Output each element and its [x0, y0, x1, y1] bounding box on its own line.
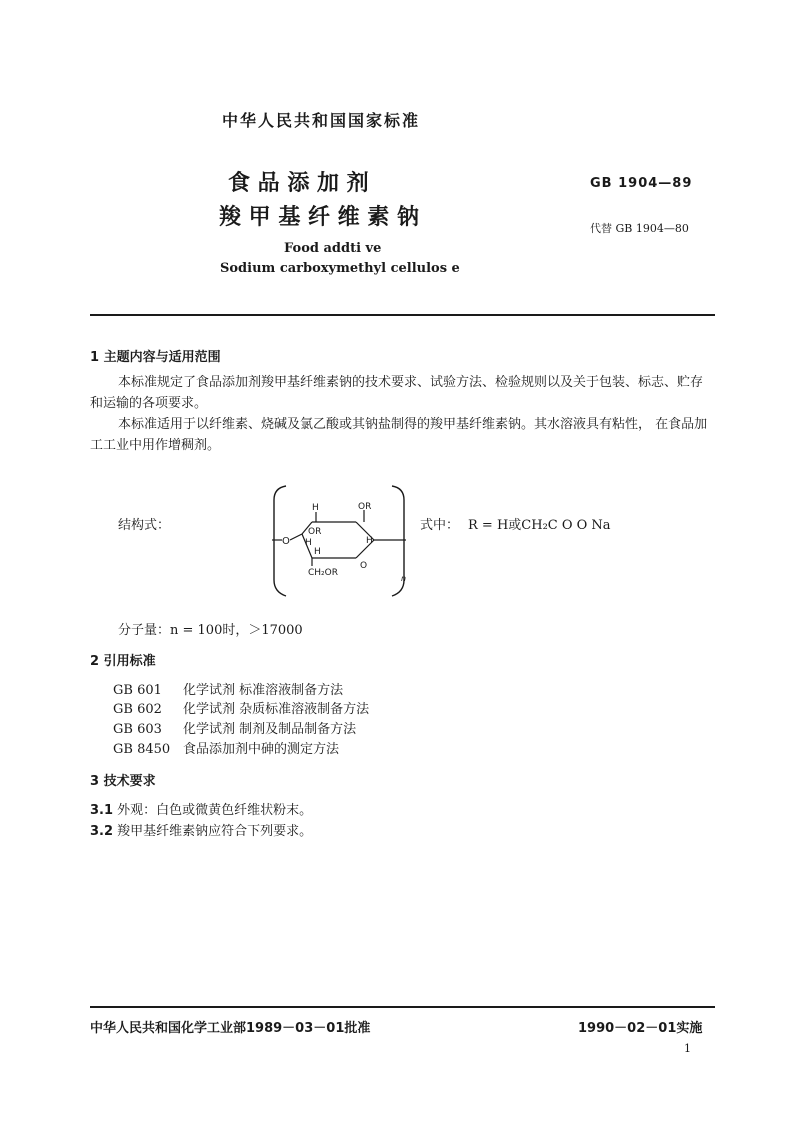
requirement-number: 3.2 [90, 824, 114, 839]
formula-definition: R = H或CH₂C O O Na [468, 518, 611, 533]
reference-title: 食品添加剂中砷的测定方法 [183, 742, 340, 757]
reference-title: 化学试剂 标准溶液制备方法 [183, 683, 344, 698]
reference-row [113, 718, 356, 737]
title-chinese-line2: 羧 甲 基 纤 维 素 钠 [219, 205, 419, 230]
reference-code: GB 601 [113, 683, 162, 698]
section-1-paragraph-2: 本标准适用于以纤维素、烧碱及氯乙酸或其钠盐制得的羧甲基纤维素钠。其水溶液具有粘性， 在食品加工工业中用作增稠剂。 [90, 417, 708, 453]
section-3-heading: 3 技术要求 [90, 774, 156, 789]
requirement-3-1 [90, 799, 312, 818]
struct-or-top: OR [358, 502, 372, 512]
reference-row [113, 738, 339, 757]
reference-row [113, 698, 369, 717]
struct-or-mid: OR [308, 527, 322, 537]
requirement-3-2 [90, 820, 312, 839]
effective-date: 1990－02－01实施 [578, 1021, 703, 1036]
struct-o-left: O [282, 536, 290, 547]
reference-code: GB 8450 [113, 742, 171, 757]
title-chinese-line1: 食 品 添 加 剂 [228, 171, 369, 196]
section-2-heading: 2 引用标准 [90, 654, 156, 669]
requirement-text: 羧甲基纤维素钠应符合下列要求。 [117, 824, 313, 839]
molecular-weight: 分子量：n = 100时，＞17000 [118, 623, 303, 638]
reference-code: GB 603 [113, 722, 162, 737]
approval-statement: 中华人民共和国化学工业部1989－03－01批准 [90, 1021, 371, 1036]
reference-code: GB 602 [113, 702, 162, 717]
issuing-organization: 中华人民共和国国家标准 [222, 111, 421, 130]
structural-formula [268, 482, 438, 602]
footer-divider [90, 1006, 715, 1008]
title-english-line1: Food addti ve [284, 241, 382, 256]
structure-label: 结构式： [118, 518, 171, 533]
section-1-heading: 1 主题内容与适用范围 [90, 350, 221, 365]
header-divider [90, 314, 715, 316]
reference-title: 化学试剂 制剂及制品制备方法 [183, 722, 357, 737]
standard-code: GB 1904—89 [590, 176, 693, 191]
section-1-paragraph-1: 本标准规定了食品添加剂羧甲基纤维素钠的技术要求、试验方法、检验规则以及关于包装、标志、贮存和运输的各项要求。 [90, 375, 704, 411]
struct-h-top: H [312, 503, 319, 513]
title-english-line2: Sodium carboxymethyl cellulos e [220, 261, 460, 276]
requirement-text: 外观：白色或微黄色纤维状粉末。 [117, 803, 313, 818]
page-number: 1 [684, 1042, 691, 1055]
struct-o-ring: O [360, 561, 368, 571]
replaces-standard: 代替 GB 1904—80 [590, 222, 689, 235]
struct-h-right: H [366, 536, 373, 546]
reference-row [113, 679, 343, 698]
struct-h-bottom: H [314, 547, 321, 557]
struct-repeat-n: n [401, 574, 407, 583]
reference-title: 化学试剂 杂质标准溶液制备方法 [183, 702, 370, 717]
struct-ch2or: CH₂OR [308, 568, 338, 578]
struct-h-left: H [305, 538, 312, 548]
requirement-number: 3.1 [90, 803, 114, 818]
formula-prefix: 式中： [420, 518, 460, 533]
